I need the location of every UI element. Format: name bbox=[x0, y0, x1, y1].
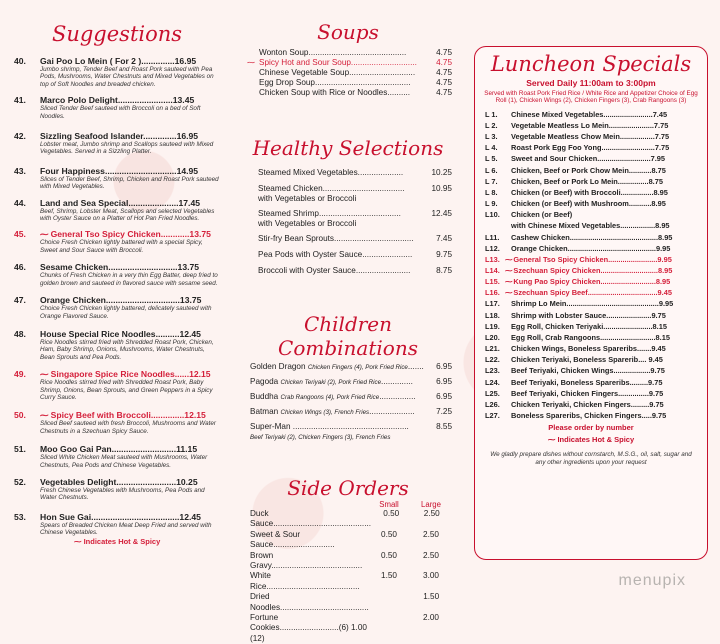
luncheon-item bbox=[475, 377, 707, 388]
item-name: Sesame Chicken.............................13.75 bbox=[40, 262, 200, 273]
luncheon-name: Sweet and Sour Chicken..........................7.95 bbox=[511, 154, 666, 164]
hot-pepper-icon: ⁓ bbox=[247, 58, 256, 67]
suggestions-list bbox=[14, 56, 220, 537]
item-description: Beef, Shrimp, Lobster Meat, Scallops and selected Vegetables with Oyster Sauce on a Platter of Hot Pan Fried Noodles. bbox=[40, 207, 215, 223]
children-label bbox=[250, 362, 436, 373]
healthy-item bbox=[258, 184, 452, 203]
suggestion-item bbox=[14, 198, 220, 223]
children-detail: Crab Rangoons (4), Pork Fried Rice bbox=[280, 394, 380, 401]
item-number: 52. bbox=[14, 476, 26, 487]
luncheon-item bbox=[475, 410, 707, 421]
luncheon-name: Chicken (or Beef) with Mushroom...........8.95 bbox=[511, 199, 666, 209]
healthy-row bbox=[258, 266, 452, 276]
suggestions-title: Suggestions bbox=[51, 22, 183, 46]
item-description: Rice Noodles stirred fried with Shredded Roast Pork, Baby Shrimp, Onions, Bean Sprouts, and Green Peppers in a Spicy Curry Sauce. bbox=[40, 379, 213, 401]
healthy-name: Steamed Mixed Vegetables.................... bbox=[258, 168, 404, 177]
children-name: Pagoda bbox=[250, 377, 279, 386]
item-name: Marco Polo Delight.......................13.45 bbox=[40, 95, 195, 106]
hot-pepper-icon: ⁓ bbox=[40, 229, 49, 240]
suggestion-name-row bbox=[14, 95, 220, 105]
luncheon-code: L10. bbox=[485, 210, 500, 220]
suggestion-name-row bbox=[14, 198, 220, 208]
luncheon-item bbox=[475, 109, 707, 120]
suggestion-name-row bbox=[14, 262, 220, 272]
luncheon-name: Vegetable Meatless Chow Mein.................7.75 bbox=[511, 132, 670, 142]
side-orders-header bbox=[250, 500, 452, 509]
side-order-name: Fortune Cookies..........................(6) 1.00 (12) bbox=[250, 613, 367, 643]
side-orders-title: Side Orders bbox=[287, 476, 409, 500]
small-price: 1.50 bbox=[381, 571, 397, 581]
item-description: Slices of Tender Beef, Shrimp, Chicken and Roast Pork sauteed with Mixed Vegetables. bbox=[40, 175, 219, 191]
soup-price: 4.75 bbox=[436, 68, 452, 77]
luncheon-name: Roast Pork Egg Foo Yong..........................7.75 bbox=[511, 143, 670, 153]
healthy-list bbox=[244, 168, 452, 276]
luncheon-code: L14. bbox=[485, 266, 500, 275]
soup-item bbox=[259, 68, 452, 78]
luncheon-name: Chicken (or Beef) bbox=[511, 210, 573, 220]
suggestion-name-row bbox=[14, 166, 220, 176]
item-name: Gai Poo Lo Mein ( For 2 )..............16.95 bbox=[40, 56, 197, 66]
luncheon-item bbox=[475, 198, 707, 209]
side-order-item bbox=[250, 592, 452, 613]
suggestion-item bbox=[14, 477, 220, 502]
hot-note-text: Indicates Hot & Spicy bbox=[83, 536, 161, 546]
luncheon-note: Served with Roast Pork Fried Rice / White Rice and Appetizer Choice of Egg Roll (1), Chicken Wings (2), Chicken Fingers (3), Crab Rangoons (3) bbox=[484, 90, 698, 105]
item-name: Land and Sea Special.....................17.45 bbox=[40, 197, 200, 208]
item-number: 47. bbox=[14, 295, 26, 306]
suggestion-name-row bbox=[14, 369, 220, 379]
healthy-item bbox=[258, 168, 452, 178]
children-name: Buddha bbox=[250, 392, 279, 401]
luncheon-code: L23. bbox=[485, 366, 500, 376]
healthy-name: Broccoli with Oyster Sauce........................ bbox=[258, 266, 411, 275]
children-item bbox=[250, 362, 452, 373]
suggestion-name-row bbox=[14, 56, 220, 66]
suggestion-name-row bbox=[14, 512, 220, 522]
large-price: 2.00 bbox=[423, 613, 439, 623]
suggestion-name-row bbox=[14, 131, 220, 141]
small-price: 0.50 bbox=[383, 509, 400, 518]
item-number: 49. bbox=[14, 369, 26, 380]
item-number: 42. bbox=[14, 131, 26, 142]
luncheon-code: L 5. bbox=[485, 154, 498, 164]
large-price: 1.50 bbox=[423, 592, 440, 602]
large-price: 2.50 bbox=[423, 550, 439, 560]
small-price bbox=[369, 592, 411, 613]
side-orders-table bbox=[244, 500, 452, 644]
healthy-sub: with Vegetables or Broccoli bbox=[258, 194, 357, 203]
children-price: 6.95 bbox=[436, 377, 452, 386]
luncheon-code: L12. bbox=[485, 243, 500, 253]
children-name: Golden Dragon bbox=[250, 362, 306, 371]
children-title: Children Combinations bbox=[278, 312, 418, 360]
children-price: 8.55 bbox=[436, 422, 452, 431]
luncheon-code: L20. bbox=[485, 332, 500, 342]
healthy-row bbox=[258, 250, 452, 260]
hot-pepper-icon: ⁓ bbox=[505, 277, 513, 287]
luncheon-item bbox=[475, 243, 707, 254]
luncheon-name: Szechuan Spicy Chicken............................8.95 bbox=[513, 266, 673, 275]
side-order-name: Duck Sauce........................................... bbox=[250, 509, 372, 529]
suggestions-section bbox=[14, 0, 220, 546]
luncheon-code: L11. bbox=[485, 232, 500, 242]
luncheon-item bbox=[475, 321, 707, 332]
soup-name: Spicy Hot and Sour Soup............................. bbox=[259, 58, 417, 67]
luncheon-name: Cashew Chicken...........................................8.95 bbox=[511, 232, 673, 242]
item-number: 51. bbox=[14, 444, 26, 455]
suggestion-item bbox=[14, 410, 220, 435]
side-order-item bbox=[250, 530, 452, 551]
luncheon-name: Boneless Spareribs, Chicken Fingers.....9.75 bbox=[511, 411, 667, 421]
children-item bbox=[250, 422, 452, 433]
healthy-title: Healthy Selections bbox=[252, 136, 444, 160]
hot-pepper-icon: ⁓ bbox=[505, 288, 513, 298]
luncheon-item bbox=[475, 354, 707, 365]
luncheon-item bbox=[475, 310, 707, 321]
healthy-price: 12.45 bbox=[431, 209, 452, 218]
large-price: 2.50 bbox=[423, 529, 439, 539]
healthy-price: 10.95 bbox=[431, 184, 452, 193]
luncheon-item bbox=[475, 254, 707, 265]
item-description: Sliced Tender Beef sauteed with Broccoli on a bed of Soft Noodles. bbox=[40, 105, 201, 120]
soup-item bbox=[259, 78, 452, 88]
item-description: Fresh Chinese Vegetables with Mushrooms, Pea Pods and Water Chestnuts. bbox=[40, 486, 205, 502]
soup-price: 4.75 bbox=[436, 48, 452, 57]
item-description: Choice Fresh Chicken lightly battered, delicately sauteed with Orange Flavored Sauce. bbox=[40, 305, 212, 320]
col-small: Small bbox=[379, 500, 399, 509]
soup-price: 4.75 bbox=[436, 78, 452, 87]
soup-item bbox=[247, 58, 452, 68]
side-order-name: Brown Gravy........................................ bbox=[250, 550, 363, 571]
healthy-name: Stir-fry Bean Sprouts................................... bbox=[258, 234, 414, 243]
item-number: 41. bbox=[14, 95, 26, 106]
luncheon-item bbox=[475, 388, 707, 399]
healthy-item bbox=[258, 266, 452, 276]
healthy-item bbox=[258, 250, 452, 260]
hot-pepper-icon: ⁓ bbox=[505, 266, 513, 275]
soups-title: Soups bbox=[317, 20, 379, 44]
healthy-name: Pea Pods with Oyster Sauce...................... bbox=[258, 250, 413, 259]
item-name: House Special Rice Noodles..........12.45 bbox=[40, 328, 201, 339]
suggestion-name-row bbox=[14, 444, 220, 454]
item-description: Lobster meat, Jumbo shrimp and Scallops sauteed with Mixed Vegetables. Served in a Sizzling Platter. bbox=[40, 141, 214, 156]
children-list bbox=[244, 362, 452, 442]
healthy-price: 8.75 bbox=[436, 266, 452, 275]
item-number: 46. bbox=[14, 262, 26, 273]
luncheon-item bbox=[475, 187, 707, 198]
luncheon-name: Chinese Mixed Vegetables........................7.45 bbox=[511, 109, 668, 119]
item-description: Jumbo shrimp, Tender Beef and Roast Pork sauteed with Pea Pods, Mushrooms, Water Chestnuts and Mixed Vegetables on top of Soft Noodles and breaded chicken. bbox=[40, 66, 214, 88]
item-description: Sliced White Chicken Meat sauteed with Mushrooms, Water Chestnuts, Pea Pods and Chinese Vegetables. bbox=[40, 454, 208, 469]
luncheon-code: L18. bbox=[485, 310, 500, 320]
suggestion-item bbox=[14, 56, 220, 88]
luncheon-code: L16. bbox=[485, 288, 500, 298]
item-name: Vegetables Delight.........................10.25 bbox=[40, 476, 198, 487]
luncheon-item bbox=[475, 287, 707, 298]
order-note: Please order by number bbox=[548, 423, 634, 433]
item-number: 50. bbox=[14, 410, 26, 421]
luncheon-code: L27. bbox=[485, 411, 500, 421]
large-price: 2.50 bbox=[423, 509, 440, 518]
luncheon-name: Chicken Teriyaki, Boneless Sparerib.... 9.45 bbox=[511, 355, 663, 365]
luncheon-name: with Chinese Mixed Vegetables.................8.95 bbox=[511, 221, 670, 231]
side-order-item bbox=[250, 613, 452, 644]
luncheon-name: Chicken, Beef or Pork Chow Mein...........8.75 bbox=[511, 165, 666, 175]
watermark: menupix bbox=[618, 572, 686, 589]
soup-item bbox=[259, 88, 452, 98]
suggestion-name-row bbox=[14, 229, 220, 239]
suggestion-item bbox=[14, 131, 220, 156]
luncheon-name: Chicken, Beef or Pork Lo Mein...............8.75 bbox=[511, 176, 663, 186]
item-description: Rice Noodles stirred fried with Shredded Roast Pork, Chicken, Ham, Baby Shrimp, Onions, Mushrooms, Water Chestnuts, Bean Sprouts and Pea Pods. bbox=[40, 338, 214, 361]
luncheon-code: L21. bbox=[485, 344, 500, 354]
luncheon-code: L 4. bbox=[485, 143, 498, 153]
col-large: Large bbox=[421, 500, 441, 509]
luncheon-code: L 8. bbox=[485, 187, 498, 197]
children-label bbox=[250, 407, 436, 418]
luncheon-name: Chicken Wings, Boneless Spareribs.......9.45 bbox=[511, 344, 666, 354]
healthy-price: 10.25 bbox=[431, 168, 452, 177]
luncheon-name: Egg Roll, Chicken Teriyaki........................8.15 bbox=[511, 321, 667, 331]
small-price bbox=[368, 613, 410, 644]
item-description: Chunks of Fresh Chicken in a very thin Egg Batter, deep fried to golden brown and sauteed in flavored sauce with sesame seed. bbox=[40, 272, 218, 287]
item-name: Four Happiness..............................14.95 bbox=[40, 165, 199, 176]
large-price: 3.00 bbox=[423, 571, 439, 581]
item-name: General Tso Spicy Chicken............13.75 bbox=[50, 229, 211, 240]
suggestion-item bbox=[14, 262, 220, 287]
suggestion-item bbox=[14, 295, 220, 320]
luncheon-name: Chicken Teriyaki, Chicken Fingers.........9.75 bbox=[511, 399, 664, 409]
small-price: 0.50 bbox=[381, 529, 397, 539]
suggestion-item bbox=[14, 444, 220, 469]
luncheon-list bbox=[475, 109, 707, 421]
item-number: 44. bbox=[14, 197, 26, 208]
side-order-name: Sweet & Sour Sauce........................... bbox=[250, 529, 335, 550]
children-detail: Chicken Teriyaki (2), Pork Fried Rice bbox=[280, 379, 382, 386]
soup-name: Wonton Soup........................................... bbox=[259, 48, 407, 57]
luncheon-item bbox=[475, 142, 707, 153]
side-orders-list bbox=[250, 509, 452, 644]
item-number: 43. bbox=[14, 165, 26, 176]
small-price: 0.50 bbox=[381, 550, 397, 560]
luncheon-code: L 3. bbox=[485, 132, 498, 142]
luncheon-name: Vegetable Meatless Lo Mein......................7.75 bbox=[511, 120, 669, 130]
item-description: Sliced Beef sauteed with fresh Broccoli, Mushrooms and Water Chestnuts in a Szechuan Spicy Sauce. bbox=[40, 420, 216, 435]
children-price: 6.95 bbox=[436, 392, 452, 401]
dots: .................... bbox=[369, 407, 415, 416]
item-name: Singapore Spice Rice Noodles......12.15 bbox=[50, 369, 211, 380]
dots: ....... bbox=[407, 362, 424, 371]
children-price: 7.25 bbox=[436, 407, 452, 416]
item-number: 45. bbox=[14, 229, 26, 240]
healthy-row bbox=[258, 168, 452, 178]
luncheon-code: L 1. bbox=[485, 109, 498, 119]
luncheon-item bbox=[475, 209, 707, 220]
side-order-item bbox=[250, 509, 452, 530]
luncheon-name: Beef Teriyaki, Chicken Wings..................9.75 bbox=[511, 366, 665, 376]
luncheon-name: Shrimp Lo Mein.............................................9.95 bbox=[511, 299, 674, 309]
bottom-note: We gladly prepare dishes without cornstarch, M.S.G., oil, salt, sugar and any other ingredients upon your request bbox=[490, 451, 692, 466]
luncheon-code: L22. bbox=[485, 355, 500, 365]
suggestion-name-row bbox=[14, 295, 220, 305]
luncheon-name: Egg Roll, Crab Rangoons...........................8.15 bbox=[511, 332, 670, 342]
children-item bbox=[250, 392, 452, 403]
luncheon-code: L15. bbox=[485, 277, 500, 287]
item-description: Spears of Breaded Chicken Meat Deep Fried and served with Chinese Vegetables. bbox=[40, 521, 212, 537]
soup-name: Egg Drop Soup.......................................... bbox=[259, 78, 411, 87]
children-item bbox=[250, 377, 452, 388]
healthy-item bbox=[258, 234, 452, 244]
healthy-sub: with Vegetables or Broccoli bbox=[258, 219, 357, 228]
luncheon-code: L19. bbox=[485, 321, 500, 331]
suggestion-item bbox=[14, 369, 220, 401]
soup-price: 4.75 bbox=[436, 58, 452, 67]
luncheon-item bbox=[475, 265, 707, 276]
luncheon-code bbox=[485, 220, 511, 231]
luncheon-name: Szechuan Spicy Beef..................................9.45 bbox=[513, 288, 672, 298]
side-order-item bbox=[250, 551, 452, 572]
suggestion-item bbox=[14, 512, 220, 537]
luncheon-name: Kung Pao Spicy Chicken...........................8.95 bbox=[513, 277, 671, 287]
middle-section bbox=[244, 0, 452, 644]
soup-name: Chicken Soup with Rice or Noodles.......... bbox=[259, 88, 411, 97]
luncheon-item bbox=[475, 332, 707, 343]
children-detail: Chicken Fingers (4), Pork Fried Rice bbox=[307, 364, 408, 371]
luncheon-item bbox=[475, 343, 707, 354]
healthy-row bbox=[258, 209, 452, 219]
item-name: Moo Goo Gai Pan...........................11.15 bbox=[40, 444, 198, 455]
healthy-row bbox=[258, 184, 452, 194]
hot-pepper-icon: ⁓ bbox=[505, 254, 513, 264]
healthy-price: 9.75 bbox=[436, 250, 452, 259]
item-name: Orange Chicken...............................13.75 bbox=[40, 295, 202, 306]
dots: .............. bbox=[381, 377, 413, 386]
side-order-name: White Rice......................................... bbox=[250, 571, 360, 591]
children-label bbox=[250, 392, 436, 403]
children-label bbox=[250, 377, 436, 388]
luncheon-item bbox=[475, 153, 707, 164]
healthy-price: 7.45 bbox=[436, 234, 452, 243]
luncheon-name: Beef Teriyaki, Chicken Fingers...............9.75 bbox=[511, 388, 664, 398]
soup-name: Chinese Vegetable Soup............................. bbox=[259, 68, 416, 77]
luncheon-item bbox=[475, 165, 707, 176]
hot-note bbox=[14, 537, 220, 546]
luncheon-code: L13. bbox=[485, 254, 500, 264]
luncheon-code: L 9. bbox=[485, 199, 498, 209]
luncheon-item bbox=[475, 176, 707, 187]
children-item bbox=[250, 407, 452, 418]
luncheon-title: Luncheon Specials bbox=[490, 52, 692, 76]
soup-item bbox=[259, 48, 452, 58]
dots: ................ bbox=[379, 392, 416, 401]
served-hours: Served Daily 11:00am to 3:00pm bbox=[526, 78, 656, 88]
children-name: Batman bbox=[250, 407, 279, 416]
luncheon-item bbox=[475, 298, 707, 309]
superman-detail: Beef Teriyaki (2), Chicken Fingers (3), French Fries bbox=[250, 434, 391, 441]
suggestion-name-row bbox=[14, 477, 220, 487]
luncheon-code: L 2. bbox=[485, 120, 498, 130]
side-order-item bbox=[250, 571, 452, 592]
luncheon-item bbox=[475, 399, 707, 410]
luncheon-item bbox=[475, 276, 707, 287]
luncheon-name: Shrimp with Lobster Sauce......................9.75 bbox=[511, 310, 666, 320]
item-name: Spicy Beef with Broccoli..............12.15 bbox=[50, 410, 206, 421]
hot-pepper-icon: ⁓ bbox=[40, 410, 49, 421]
suggestion-item bbox=[14, 229, 220, 254]
healthy-item bbox=[258, 209, 452, 228]
luncheon-item bbox=[475, 232, 707, 243]
healthy-name: Steamed Shrimp.................................... bbox=[258, 209, 401, 218]
luncheon-item bbox=[475, 120, 707, 131]
luncheon-code: L26. bbox=[485, 399, 500, 409]
item-number: 48. bbox=[14, 328, 26, 339]
luncheon-item bbox=[475, 220, 707, 231]
item-name: Sizzling Seafood Islander..............16.95 bbox=[40, 131, 199, 142]
suggestion-item bbox=[14, 95, 220, 120]
soups-list bbox=[244, 48, 452, 98]
children-detail: Chicken Wings (3), French Fries bbox=[280, 409, 370, 416]
suggestion-name-row bbox=[14, 329, 220, 339]
hot-pepper-icon: ⁓ bbox=[74, 536, 84, 546]
luncheon-code: L 7. bbox=[485, 176, 498, 186]
children-price: 6.95 bbox=[436, 362, 452, 371]
luncheon-name: Chicken (or Beef) with Broccoli................8.95 bbox=[511, 187, 668, 197]
suggestion-item bbox=[14, 329, 220, 361]
luncheon-code: L17. bbox=[485, 299, 500, 309]
side-order-name: Dried Noodles....................................... bbox=[250, 592, 369, 612]
children-name: Super-Man bbox=[250, 422, 291, 431]
healthy-name: Steamed Chicken.................................... bbox=[258, 184, 405, 193]
luncheon-hot-note bbox=[475, 435, 707, 445]
healthy-row bbox=[258, 234, 452, 244]
children-label bbox=[250, 422, 436, 433]
luncheon-name: General Tso Spicy Chicken........................9.95 bbox=[513, 254, 672, 264]
luncheon-code: L24. bbox=[485, 377, 500, 387]
item-number: 40. bbox=[14, 56, 26, 66]
soup-price: 4.75 bbox=[436, 88, 452, 97]
luncheon-name: Orange Chicken...........................................9.95 bbox=[511, 243, 671, 253]
luncheon-hot-note-text: Indicates Hot & Spicy bbox=[557, 435, 635, 445]
luncheon-box bbox=[474, 46, 708, 560]
luncheon-code: L25. bbox=[485, 388, 500, 398]
dots: ................................................... bbox=[292, 422, 409, 431]
item-description: Choice Fresh Chicken lightly battered with a special Spicy, Sweet and Sour Sauce with Broccoli. bbox=[40, 239, 203, 254]
item-name: Hon Sue Gai.....................................12.45 bbox=[40, 511, 201, 522]
hot-pepper-icon: ⁓ bbox=[40, 369, 49, 380]
luncheon-item bbox=[475, 131, 707, 142]
suggestion-item bbox=[14, 166, 220, 191]
luncheon-name: Beef Teriyaki, Boneless Spareribs.........9.75 bbox=[511, 377, 663, 387]
luncheon-code: L 6. bbox=[485, 165, 498, 175]
hot-pepper-icon: ⁓ bbox=[547, 435, 558, 445]
suggestion-name-row bbox=[14, 410, 220, 420]
item-number: 53. bbox=[14, 511, 26, 522]
luncheon-item bbox=[475, 365, 707, 376]
